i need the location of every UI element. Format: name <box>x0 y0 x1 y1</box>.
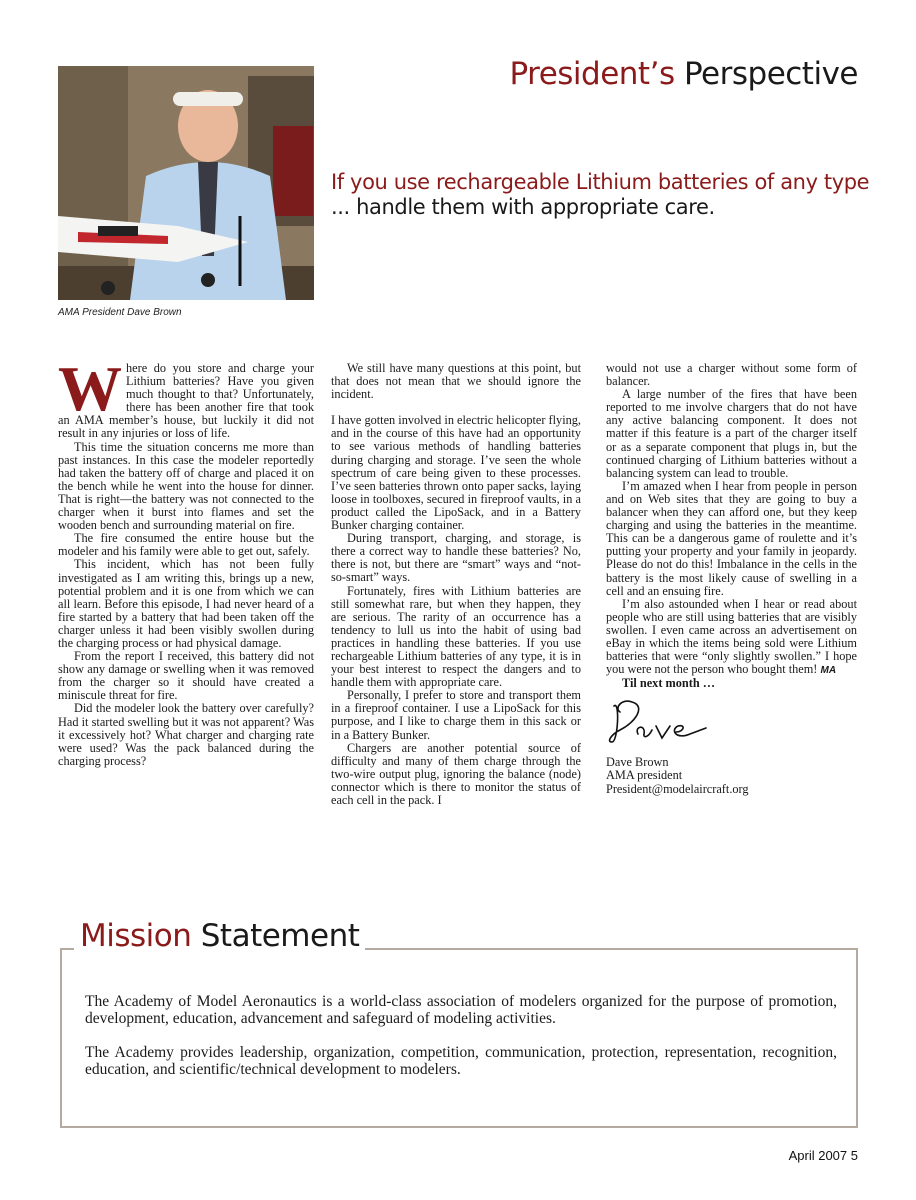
paragraph-text: I’m also astounded when I hear or read about people who are still using batteries that are visibly swollen. I even came across an advertisement on eBay in which the items being sold were Lithium batteries that were “only slightly swollen.” I hope you were not the person who bought them! <box>606 596 857 677</box>
author-role: AMA president <box>606 768 683 783</box>
page-number: 5 <box>850 1148 858 1163</box>
photo-caption: AMA President Dave Brown <box>58 307 182 318</box>
paragraph: This incident, which has not been fully investigated as I am writing this, brings up a new, potential problem and it is one from which we can all learn. Before this episode, I had never heard of a fire started by a battery that had been taken off the charger unless it had been visibly swollen during the charging process or had physical damage. <box>58 557 314 650</box>
author-email[interactable]: President@modelaircraft.org <box>606 781 749 796</box>
article-column-2 <box>331 362 581 807</box>
paragraph: The fire consumed the entire house but the modeler and his family were able to get out, safely. <box>58 531 314 559</box>
mission-title-part2: Statement <box>200 918 360 954</box>
author-name: Dave Brown <box>606 755 669 770</box>
paragraph: Fortunately, fires with Lithium batteries are still somewhat rare, but when they happen, they are serious. The rarity of an occurrence has a tendency to lull us into the habit of using bad practices in handling these batteries. If you use rechargeable Lithium batteries of any type, it is in your best interest to respect the dangers and to handle them with appropriate care. <box>331 583 581 690</box>
footer-date: April 2007 <box>788 1148 848 1163</box>
subtitle-line1: If you use rechargeable Lithium batteries of any type <box>331 170 870 194</box>
paragraph: Personally, I prefer to store and transport them in a fireproof container. I use a LipoSack for this purpose, and I like to charge them in this sack or in a Battery Bunker. <box>331 688 581 742</box>
mission-title <box>74 918 365 954</box>
paragraph: I’m amazed when I hear from people in person and on Web sites that they are going to buy a balancer when they can afford one, but they keep charging and using the batteries in the meantime. This can be a dangerous game of roulette and it’s putting your property and your family in jeopardy. Please do not do this! Imbalance in the cells in the battery is the most likely cause of swelling in a cell and an ensuing fire. <box>606 478 857 598</box>
paragraph: here do you store and charge your Lithium batteries? Have you given much thought to that? Unfortunately, there has been another fire that took an AMA member’s house, but luckily it did not result in any injuries or loss of life. <box>58 361 314 441</box>
article-column-1 <box>58 353 314 768</box>
mission-text <box>85 993 837 1095</box>
subtitle-line2: ... handle them with appropriate care. <box>331 195 715 219</box>
title-part2: Perspective <box>683 56 858 92</box>
subtitle <box>331 170 871 220</box>
paragraph: Chargers are another potential source of difficulty and many of them charge through the two-wire output plug, ignoring the balance (node) connector which is there to monitor the status of each cell in the pack. I <box>331 740 581 807</box>
paragraph: We still have many questions at this point, but that does not mean that we should ignore the incident. <box>331 361 581 402</box>
drop-cap: W <box>58 353 122 424</box>
paragraph: Did the modeler look the battery over carefully? Had it started swelling but it was not apparent? Was it excessively hot? What charger and charging rate were used? Was the pack balanced during the charging process? <box>58 701 314 768</box>
signature <box>606 692 857 752</box>
paragraph: I have gotten involved in electric helicopter flying, and in the course of this have had an opportunity to see various methods of handling batteries during charging and storage. I’ve seen the whole spectrum of care being given to these processes. I’ve seen batteries thrown onto paper sacks, laying loose in toolboxes, secured in fireproof vaults, in a product called the LipoSack, and in a Battery Bunker charging container. <box>331 413 581 533</box>
title-part1: President’s <box>509 56 675 92</box>
paragraph: This time the situation concerns me more than past instances. In this case the modeler reportedly had taken the battery off of charge and placed it on the bench while he went into the house for dinner. That is right—the battery was not connected to the charger when it burst into flames and set the wooden bench and surrounding material on fire. <box>58 439 314 533</box>
contact-block <box>606 756 857 795</box>
mission-paragraph: The Academy of Model Aeronautics is a world-class association of modelers organized for the purpose of promotion, development, education, advancement and safeguard of modeling activities. <box>85 993 837 1027</box>
signoff: Til next month … <box>622 676 716 691</box>
mission-title-part1: Mission <box>80 918 192 954</box>
paragraph: From the report I received, this battery did not show any damage or swelling when it was removed from the charger so it should have created a miniscule threat for fire. <box>58 649 314 703</box>
paragraph: During transport, charging, and storage, is there a correct way to handle these batteries? No, there is not, but there are “smart” ways and “not-so-smart” ways. <box>331 531 581 585</box>
paragraph: would not use a charger without some form of balancer. <box>606 361 857 389</box>
paragraph: A large number of the fires that have been reported to me involve chargers that do not have any active balancing component. It does not matter if this feature is a part of the charger itself or as a separate component that plugs in, but the continued charging of Lithium batteries without a balancing system can lead to trouble. <box>606 387 857 480</box>
end-mark: MA <box>820 665 837 677</box>
article-column-3 <box>606 362 857 796</box>
mission-paragraph: The Academy provides leadership, organization, competition, communication, protection, representation, recognition, education, and scientific/technical development to modelers. <box>85 1044 837 1078</box>
page-title <box>509 56 858 92</box>
page-footer <box>789 1148 858 1163</box>
paragraph <box>606 598 857 678</box>
president-photo <box>58 66 314 300</box>
